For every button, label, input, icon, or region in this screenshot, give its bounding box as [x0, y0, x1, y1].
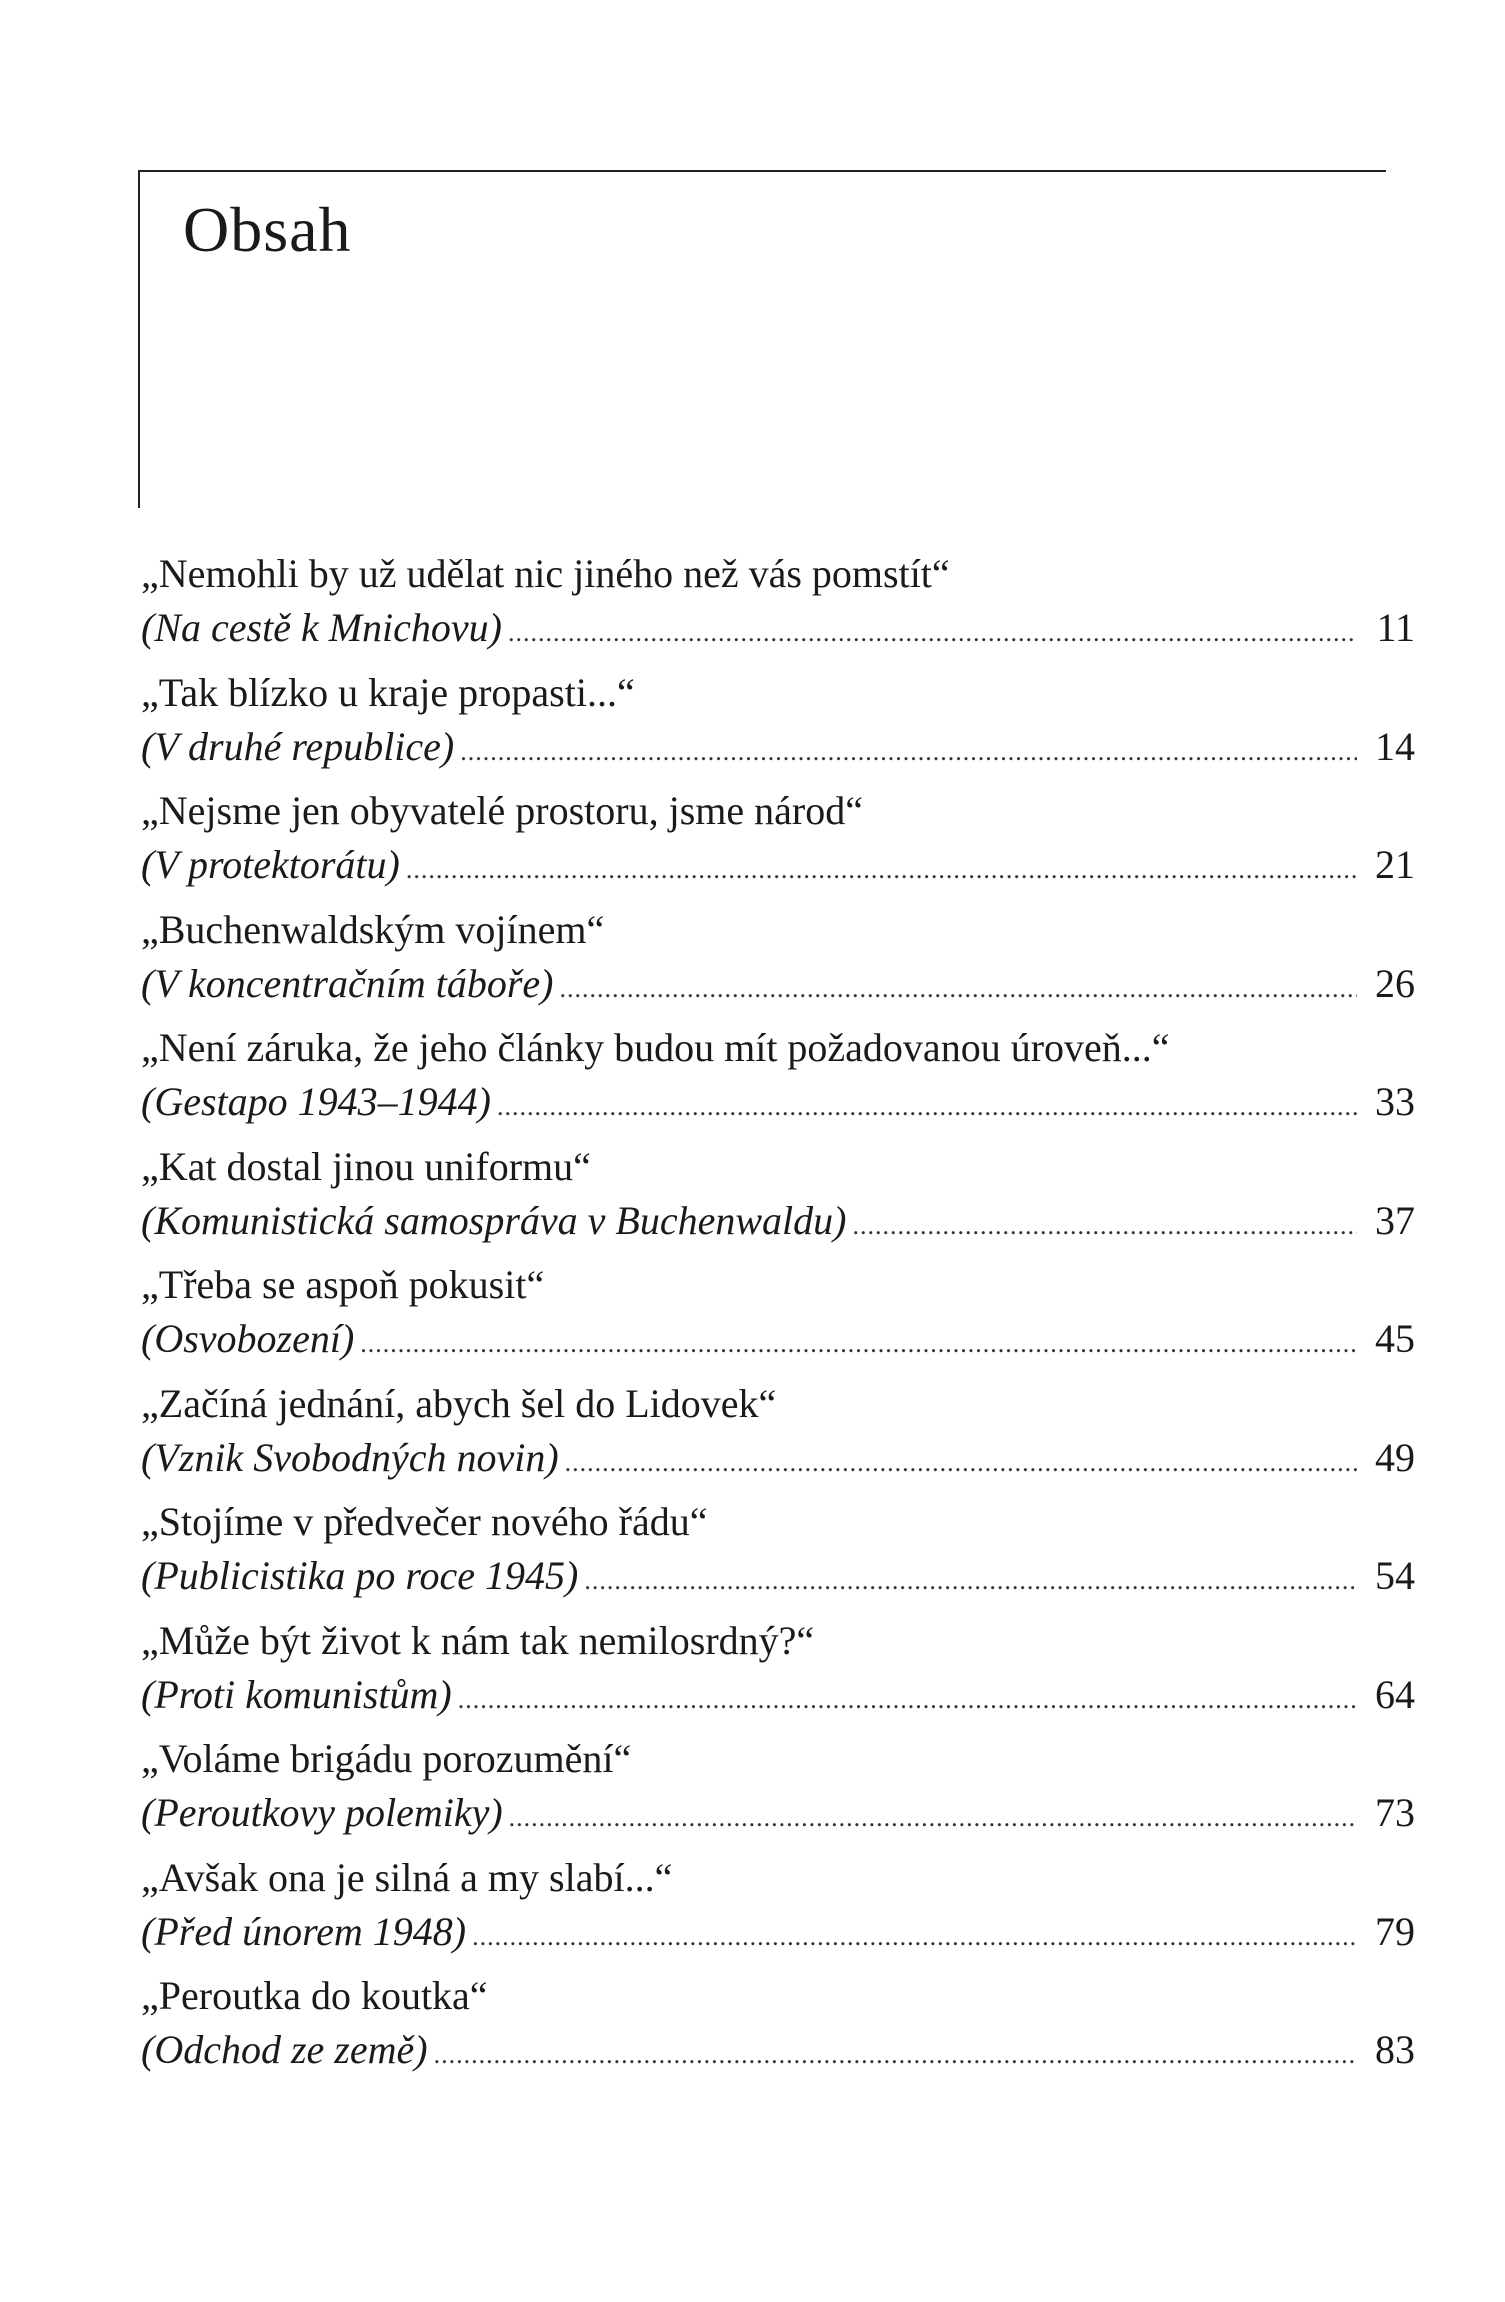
toc-entry-subtitle-row: [141, 1312, 1415, 1366]
toc-entry-page-number: 21: [1375, 842, 1415, 887]
toc-entry-title: „Nejsme jen obyvatelé prostoru, jsme národ“: [141, 788, 863, 833]
dot-leader: [434, 2028, 1357, 2082]
toc-entry-title: „Buchenwaldským vojínem“: [141, 906, 605, 952]
toc-entry-page-number: 37: [1375, 1197, 1415, 1243]
toc-entry-subtitle-row: [141, 2023, 1415, 2077]
toc-entry: [141, 1258, 1415, 1377]
page-title: Obsah: [183, 194, 352, 265]
toc-entry-subtitle-row: [141, 601, 1415, 655]
toc-entry-subtitle: (Vznik Svobodných novin): [141, 1434, 559, 1480]
dot-leader: [406, 843, 1357, 897]
toc-entry-subtitle: (Peroutkovy polemiky): [141, 1790, 503, 1835]
toc-entry-title: „Stojíme v předvečer nového řádu“: [141, 1499, 708, 1544]
toc-entry-subtitle: (Publicistika po roce 1945): [141, 1553, 579, 1598]
toc-entry-subtitle: (Na cestě k Mnichovu): [141, 605, 502, 650]
toc-entry-subtitle-row: [141, 1668, 1415, 1722]
dot-leader: [497, 1080, 1357, 1134]
toc-entry-subtitle: (V druhé republice): [141, 723, 455, 769]
toc-entry-title: „Peroutka do koutka“: [141, 1973, 488, 2018]
table-of-contents: [141, 547, 1415, 2088]
toc-entry-subtitle-row: [141, 1549, 1415, 1603]
toc-entry-title: „Může být život k nám tak nemilosrdný?“: [141, 1617, 815, 1663]
toc-entry: [141, 547, 1415, 666]
toc-entry-subtitle: (Komunistická samospráva v Buchenwaldu): [141, 1197, 847, 1243]
toc-entry-subtitle: (V koncentračním táboře): [141, 960, 554, 1006]
toc-entry-subtitle-row: [141, 1075, 1415, 1129]
toc-entry-title: „Tak blízko u kraje propasti...“: [141, 669, 635, 715]
toc-entry-subtitle: (Před únorem 1948): [141, 1908, 467, 1954]
toc-entry-subtitle-row: [141, 720, 1415, 774]
toc-entry-page-number: 83: [1375, 2027, 1415, 2072]
toc-entry-subtitle-row: [141, 1431, 1415, 1485]
toc-entry-page-number: 26: [1375, 960, 1415, 1006]
dot-leader: [559, 962, 1357, 1016]
toc-entry-page-number: 64: [1375, 1671, 1415, 1717]
toc-entry: [141, 1851, 1415, 1970]
toc-entry-page-number: 11: [1376, 605, 1415, 650]
toc-entry-title: „Voláme brigádu porozumění“: [141, 1736, 632, 1781]
dot-leader: [472, 1910, 1357, 1964]
dot-leader: [508, 606, 1357, 660]
toc-entry-page-number: 33: [1375, 1079, 1415, 1124]
toc-entry-page-number: 14: [1375, 723, 1415, 769]
toc-entry-subtitle-row: [141, 1786, 1415, 1840]
toc-entry: [141, 1969, 1415, 2088]
toc-entry-page-number: 49: [1375, 1434, 1415, 1480]
toc-entry: [141, 1140, 1415, 1259]
dot-leader: [565, 1436, 1357, 1490]
heading-frame-top-rule: [138, 170, 1386, 172]
toc-entry: [141, 1495, 1415, 1614]
toc-entry-subtitle: (Proti komunistům): [141, 1671, 452, 1717]
toc-entry-title: „Třeba se aspoň pokusit“: [141, 1262, 545, 1307]
toc-entry: [141, 903, 1415, 1022]
toc-entry: [141, 1021, 1415, 1140]
toc-entry-title: „Nemohli by už udělat nic jiného než vás pomstít“: [141, 551, 950, 596]
toc-entry-subtitle-row: [141, 957, 1415, 1011]
dot-leader: [360, 1317, 1357, 1371]
toc-entry: [141, 784, 1415, 903]
dot-leader: [852, 1199, 1357, 1253]
toc-entry-title: „Není záruka, že jeho články budou mít požadovanou úroveň...“: [141, 1025, 1170, 1070]
toc-entry-subtitle: (Osvobození): [141, 1316, 355, 1361]
toc-entry-title: „Kat dostal jinou uniformu“: [141, 1143, 591, 1189]
toc-entry-page-number: 45: [1375, 1316, 1415, 1361]
toc-entry-page-number: 54: [1375, 1553, 1415, 1598]
toc-entry-subtitle-row: [141, 1194, 1415, 1248]
toc-entry: [141, 666, 1415, 785]
toc-entry-page-number: 79: [1375, 1908, 1415, 1954]
toc-entry: [141, 1377, 1415, 1496]
toc-entry-title: „Začíná jednání, abych šel do Lidovek“: [141, 1380, 777, 1426]
dot-leader: [460, 725, 1357, 779]
toc-entry-page-number: 73: [1375, 1790, 1415, 1835]
heading-frame-left-rule: [138, 170, 140, 508]
toc-entry: [141, 1614, 1415, 1733]
dot-leader: [584, 1554, 1357, 1608]
dot-leader: [509, 1791, 1357, 1845]
toc-entry-title: „Avšak ona je silná a my slabí...“: [141, 1854, 673, 1900]
toc-entry-subtitle-row: [141, 1905, 1415, 1959]
toc-entry: [141, 1732, 1415, 1851]
toc-entry-subtitle: (V protektorátu): [141, 842, 400, 887]
toc-entry-subtitle: (Odchod ze země): [141, 2027, 428, 2072]
toc-entry-subtitle: (Gestapo 1943–1944): [141, 1079, 491, 1124]
dot-leader: [458, 1673, 1357, 1727]
toc-entry-subtitle-row: [141, 838, 1415, 892]
